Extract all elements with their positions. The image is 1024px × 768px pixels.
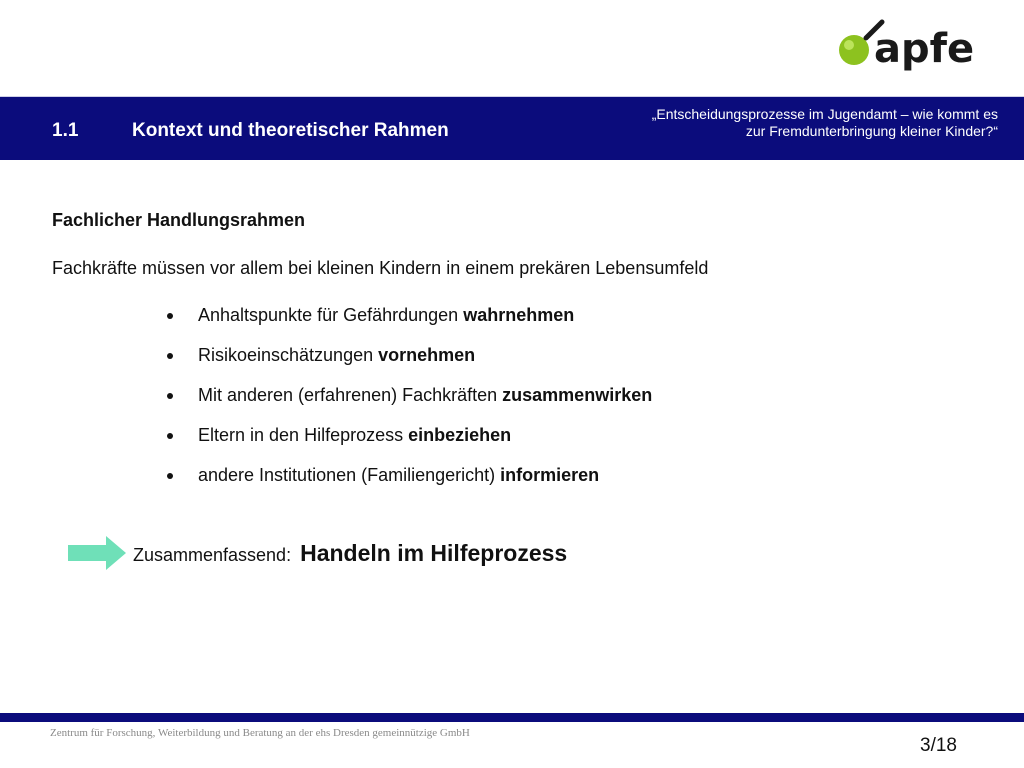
bullet-text: Anhaltspunkte für Gefährdungen (198, 305, 464, 325)
intro-text: Fachkräfte müssen vor allem bei kleinen Kindern in einem prekären Lebensumfeld (52, 258, 709, 278)
section-title: Kontext und theoretischer Rahmen (132, 120, 449, 141)
subtitle-line-2: zur Fremdunterbringung kleiner Kinder?“ (745, 123, 998, 139)
bullet-text: Risikoeinschätzungen (198, 345, 379, 365)
logo-text: apfe (874, 26, 975, 72)
bullet-bold: wahrnehmen (463, 305, 575, 325)
bullet-bold: vornehmen (378, 345, 476, 365)
bullet-dot-icon (167, 393, 173, 399)
summary-emphasis: Handeln im Hilfeprozess (300, 540, 568, 566)
bullet-item (164, 303, 652, 343)
subtitle-line-1: „Entscheidungsprozesse im Jugendamt – wie kommt es (651, 106, 998, 122)
footer-organization: Zentrum für Forschung, Weiterbildung und Beratung an der ehs Dresden gemeinnützige GmbH (50, 727, 470, 739)
bullet-text: Mit anderen (erfahrenen) Fachkräften (198, 385, 503, 405)
apfe-logo (836, 16, 1002, 80)
presentation-subtitle (578, 106, 998, 140)
bullet-dot-icon (167, 433, 173, 439)
bullet-dot-icon (167, 313, 173, 319)
footer-band (0, 713, 1024, 722)
bullet-item (164, 343, 652, 383)
bullet-bold: einbeziehen (408, 425, 512, 445)
summary (133, 540, 567, 567)
bullet-bold: informieren (500, 465, 600, 485)
bullet-item (164, 383, 652, 423)
bullet-item (164, 463, 652, 503)
bullet-dot-icon (167, 473, 173, 479)
bullet-dot-icon (167, 353, 173, 359)
summary-label: Zusammenfassend: (133, 545, 297, 565)
arrow-right-icon (68, 536, 126, 570)
content-heading: Fachlicher Handlungsrahmen (52, 210, 306, 230)
bullet-bold: zusammenwirken (502, 385, 653, 405)
bullet-list (164, 303, 652, 503)
bullet-text: Eltern in den Hilfeprozess (198, 425, 409, 445)
section-number: 1.1 (52, 120, 79, 141)
bullet-text: andere Institutionen (Familiengericht) (198, 465, 501, 485)
page-number: 3/18 (920, 735, 957, 756)
bullet-item (164, 423, 652, 463)
